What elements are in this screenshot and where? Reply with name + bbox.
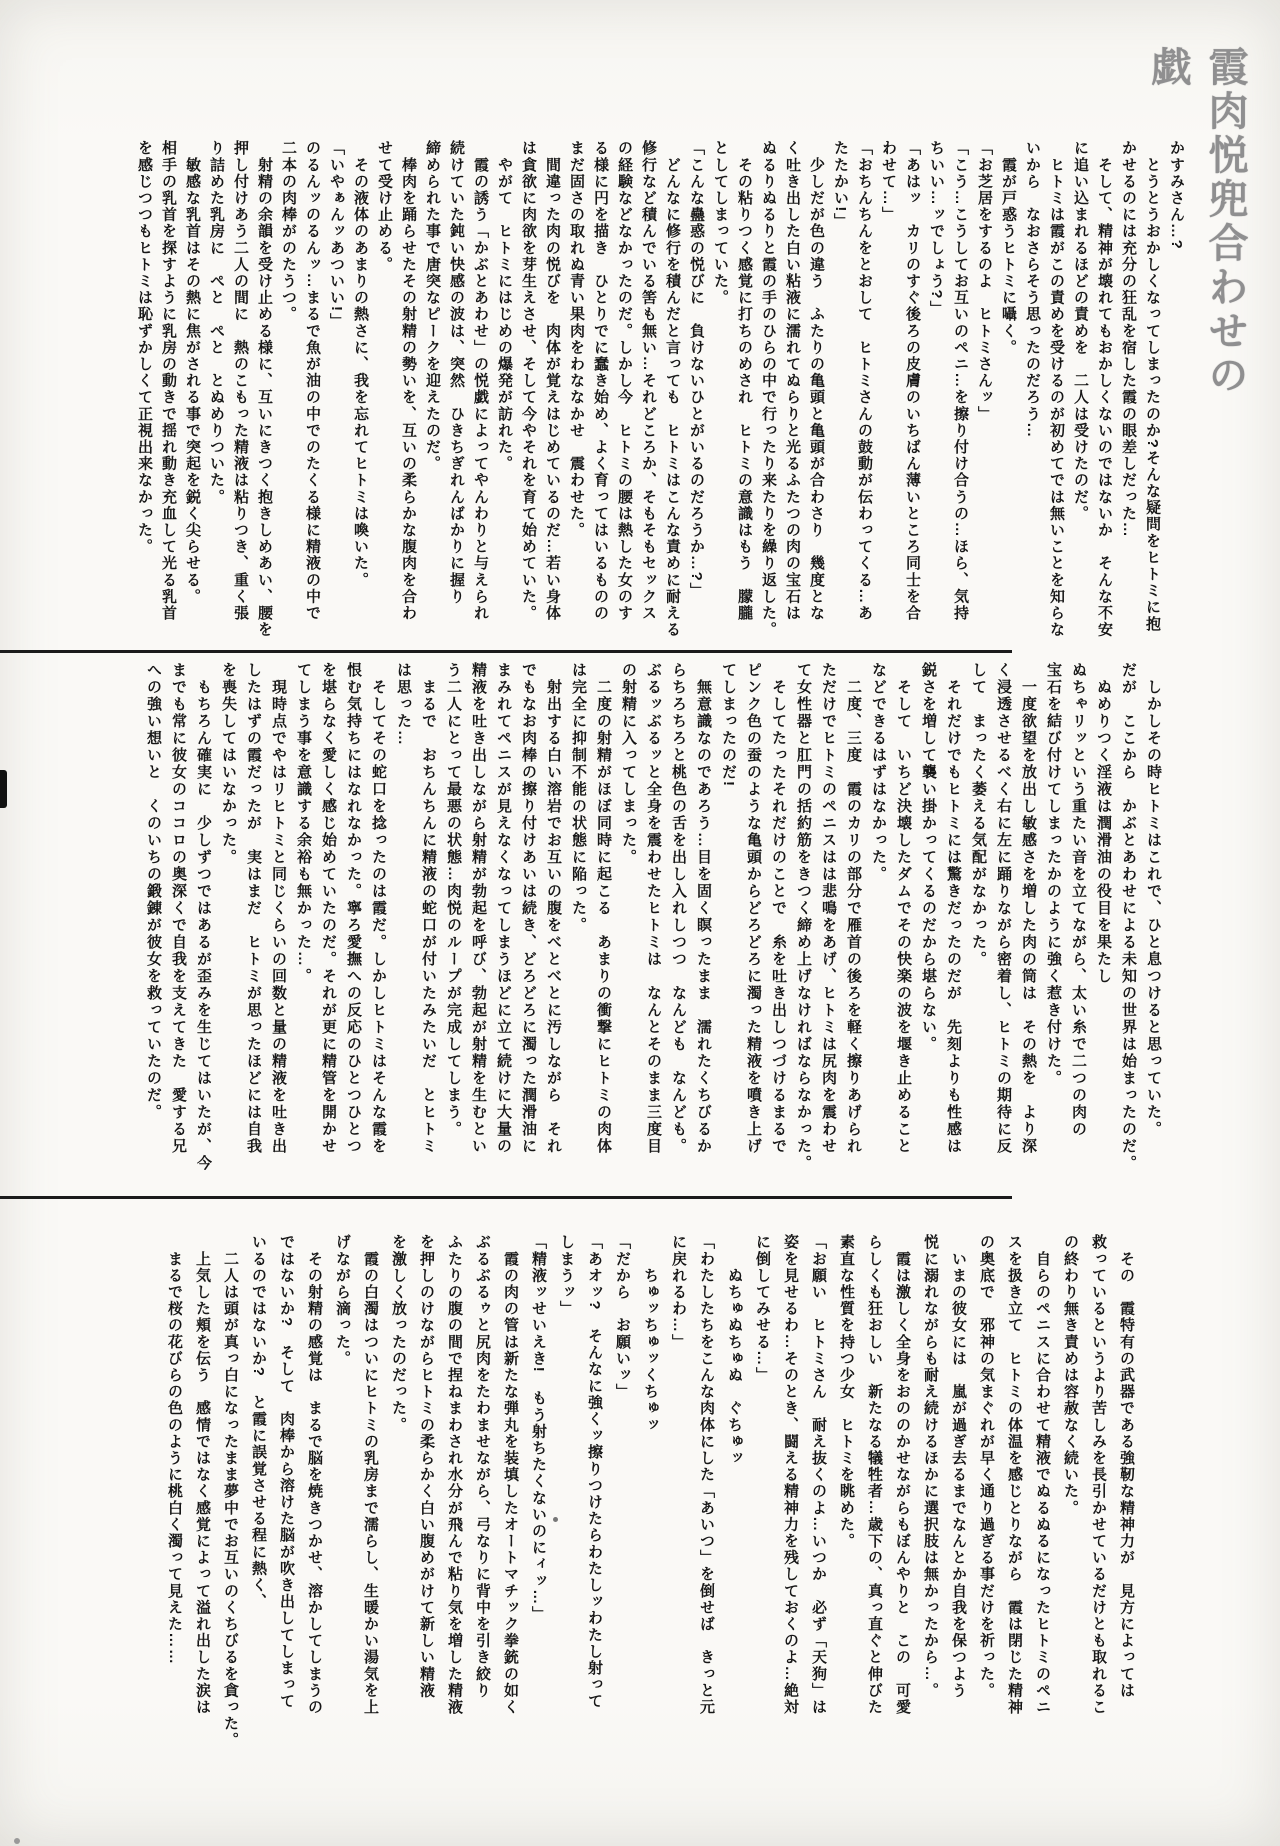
text-column: 一度欲望を放出し敏感さを増した肉の筒は その熱を より深 — [1020, 662, 1037, 1155]
text-column: う二人にとって最悪の状態…肉悦のループが完成してしまう。 — [445, 662, 462, 1138]
text-column: り詰めた乳房に ぺと ぺと とぬめりついた。 — [208, 140, 225, 506]
text-column: ピンク色の蚕のような亀頭からどろどろに濁った精液を噴き上げ — [745, 662, 762, 1155]
text-column: げながら滴った。 — [334, 1234, 351, 1367]
text-block-bottom — [160, 1234, 1140, 1749]
text-column: いから なおさらそう思ったのだろう… — [1024, 140, 1041, 439]
text-column: 続けていた鈍い快感の波は、突然 ひきちぎれんばかりに握り — [448, 140, 465, 605]
text-block-middle — [141, 662, 1166, 1190]
text-column: 「こんな蠱惑の悦びに 負けないひとがいるのだろうか…?」 — [688, 140, 705, 599]
text-column: そして、精神が壊れてもおかしくないのではないか そんな不安 — [1096, 140, 1113, 638]
text-column: 素直な性質を持つ少女 ヒトミを眺めた。 — [838, 1234, 855, 1550]
text-column: かせるのには充分の狂乱を宿した霞の眼差しだった… — [1120, 140, 1137, 539]
text-column: を感じつつもヒトミは恥ずかしくて正視出来なかった。 — [136, 140, 153, 555]
text-column: のるんッのるんッ…まるで魚が油の中でのたくる様に精液の中で — [304, 140, 321, 622]
text-column: しかしその時ヒトミはこれで、ひと息つけると思っていた。 — [1145, 662, 1162, 1138]
text-column: 相手の乳首を探すように乳房の動きで揺れ動き充血して光る乳首 — [160, 140, 177, 622]
text-column: 「いやぁんッあついい!」 — [328, 140, 345, 330]
text-column: は完全に抑制不能の状態に陥った。 — [570, 662, 587, 934]
text-column: ではないか? そして 肉棒から溶けた脳が吹き出してしまって — [278, 1234, 295, 1710]
text-column: しまうッ」 — [558, 1234, 575, 1317]
text-column: 悦に溺れながらも耐え続けるほかに選択肢は無かったから…。 — [922, 1234, 939, 1699]
text-column: まみれてペニスが見えなくなってしまうほどに立て続けに大量の — [495, 662, 512, 1155]
text-column: かすみさん…? — [1168, 140, 1185, 251]
text-column: の終わり無き責めは容赦なく続いた。 — [1062, 1234, 1079, 1517]
text-column: 上気した頬を伝う 感情ではなく感覚によって溢れ出した涙は — [194, 1234, 211, 1716]
text-column: る様に円を描き ひとりでに蠢き始め、よく育ってはいるものの — [592, 140, 609, 622]
text-column: 二本の肉棒がのたうつ。 — [280, 140, 297, 323]
text-column: その 霞特有の武器である強靭な精神力が 見方によっては — [1118, 1234, 1135, 1699]
text-column: でもなお肉棒の擦り付けあいは続き、どろどろに濁った潤滑油に — [520, 662, 537, 1155]
text-column: その射精の感覚は まるで脳を焼きつかせ、溶かしてしまうの — [306, 1234, 323, 1716]
text-column: 間違った肉の悦びを 肉体が覚えはじめているのだ…若い身体 — [544, 140, 561, 622]
text-column: て女性器と肛門の括約筋をきつく締め上げなければならなかった。 — [795, 662, 812, 1172]
text-column: 二度、三度 霞のカリの部分で雁首の後ろを軽く擦りあげられ — [845, 662, 862, 1155]
text-column: 敏感な乳首はその熱に焦がされる事で突起を鋭く尖らせる。 — [184, 140, 201, 605]
text-column: 霞が戸惑うヒトミに囁く。 — [1000, 140, 1017, 356]
text-column: 「わたしたちをこんな肉体にした「あいつ」を倒せば きっと元 — [698, 1234, 715, 1716]
text-column: そしてたったそれだけのことで 糸を吐き出しつづけるまるで — [770, 662, 787, 1155]
text-column: らちろちろと桃色の舌を出し入れしつつ なんども なんども。 — [670, 662, 687, 1155]
text-column: としてしまっていた。 — [712, 140, 729, 306]
text-column: の射精に入ってしまった。 — [620, 662, 637, 866]
text-column: 二度の射精がほぼ同時に起こる あまりの衝撃にヒトミの肉体 — [595, 662, 612, 1155]
text-column: 恨む気持ちにはなれなかった。寧ろ愛撫への反応のひとつひとつ — [345, 662, 362, 1155]
section-divider-2 — [0, 1196, 1012, 1199]
text-column: 棒肉を踊らせたその射精の勢いを、互いの柔らかな腹肉を合わ — [400, 140, 417, 622]
text-column: 「あオッ? そんなに強くッ擦りつけたらわたしッわたし射って — [586, 1234, 603, 1710]
text-column: 締められた事で唐突なピークを迎えたのだ。 — [424, 140, 441, 472]
text-column: その粘りつく感覚に打ちのめされ ヒトミの意識はもう 朦朧 — [736, 140, 753, 622]
text-column: 鋭さを増して襲い掛かってくるのだから堪らない。 — [920, 662, 937, 1053]
text-block-top — [132, 140, 1188, 646]
text-column: 霞の誘う「かぶとあわせ」の悦戯によってやんわりと与えられ — [472, 140, 489, 622]
scan-artifact-left-edge — [0, 770, 7, 808]
text-column: そして いちど決壊したダムでその快楽の波を堰き止めること — [895, 662, 912, 1155]
text-column: 自らのペニスに合わせて精液でぬるぬるになったヒトミのペニ — [1034, 1234, 1051, 1716]
text-column: ヒトミは霞がこの責めを受けるのが初めてでは無いことを知らな — [1048, 140, 1065, 638]
text-column: 「こう…こうしてお互いのペニ…を擦り付け合うの…ほら、気持 — [952, 140, 969, 622]
text-column: の奥底で 邪神の気まぐれが早く通り過ぎる事だけを祈った。 — [978, 1234, 995, 1699]
text-column: やがて ヒトミにはじめの爆発が訪れた。 — [496, 140, 513, 472]
text-column: ふたりの腹の間で捏ねまわされ水分が飛んで粘り気を増した精液 — [446, 1234, 463, 1716]
text-column: く浸透させるべく右に左に踊りながら密着し、ヒトミの期待に反 — [995, 662, 1012, 1155]
text-column: わせて…」 — [880, 140, 897, 223]
text-column: 宝石を結び付けてしまったかのように強く惹き付けた。 — [1045, 662, 1062, 1087]
text-column: までも常に彼女のココロの奥深くで自我を支えてきた 愛する兄 — [170, 662, 187, 1155]
text-column: 「お願い ヒトミさん 耐え抜くのよ…いつか 必ず「天狗」は — [810, 1234, 827, 1716]
text-column: いるのではないか? と霞に誤覚させる程に熱く、 — [250, 1234, 267, 1610]
text-column: まだ固さの取れぬ青い果肉をわななかせ 震わせた。 — [568, 140, 585, 539]
text-column: などできるはずはなかった。 — [870, 662, 887, 883]
text-column: は貪欲に肉欲を芽生えさせ、そして今やそれを育て始めていた。 — [520, 140, 537, 622]
text-column: スを扱き立て ヒトミの体温を感じとりながら 霞は閉じた精神 — [1006, 1234, 1023, 1716]
text-column: 「おちんちんをとおして ヒトミさんの鼓動が伝わってくる…あ — [856, 140, 873, 622]
text-column: に戻れるわ…」 — [670, 1234, 687, 1351]
text-column: ぬちゅぬちゅぬ ぐちゅッ — [726, 1234, 743, 1467]
text-column: 霞の白濁はついにヒトミの乳房まで濡らし、生暖かい湯気を上 — [362, 1234, 379, 1716]
page-title: 霞肉悦兜合わせの戯 — [1146, 46, 1247, 398]
text-column: どんなに修行を積んだと言っても ヒトミはこんな責めに耐える — [664, 140, 681, 638]
text-column: ちいい…ッでしょう?」 — [928, 140, 945, 317]
text-column: その液体のあまりの熱さに、我を忘れてヒトミは喚いた。 — [352, 140, 369, 589]
text-column: を堪らなく愛しく感じ始めていたのだ。それが更に精管を開かせ — [320, 662, 337, 1155]
text-column: せて受け止める。 — [376, 140, 393, 273]
text-column: して まったく萎える気配がなかった。 — [970, 662, 987, 968]
text-column: ちゅッちゅッくちゅッ — [642, 1234, 659, 1434]
text-column: に追い込まれるほどの責めを 二人は受けたのだ。 — [1072, 140, 1089, 522]
text-column: したはずの霞だったが 実はまだ ヒトミが思ったほどには自我 — [245, 662, 262, 1155]
scan-artifact-dot — [553, 1517, 558, 1522]
text-column: たたかい!」 — [832, 140, 849, 230]
text-column: てしまう事を意識する余裕も無かった…。 — [295, 662, 312, 985]
text-column: 「だから お願いッ」 — [614, 1234, 631, 1400]
text-column: ぶるッぶるッと全身を震わせたヒトミは なんとそのまま三度目 — [645, 662, 662, 1155]
text-column: に倒してみせる…」 — [754, 1234, 771, 1384]
text-column: 霞の肉の管は新たな弾丸を装填したオートマチック拳銃の如く — [502, 1234, 519, 1716]
text-column: てしまったのだ! — [720, 662, 737, 788]
text-column: を喪失してはいなかった。 — [220, 662, 237, 866]
text-column: だが ここから かぶとあわせによる未知の世界は始まったのだ。 — [1120, 662, 1137, 1172]
text-column: 少しだが色の違う ふたりの亀頭と亀頭が合わさり 幾度とな — [808, 140, 825, 622]
text-column: 修行など積んでいる筈も無い…それどころか、そもそもセックス — [640, 140, 657, 622]
text-column: を押しのけながらヒトミの柔らかく白い腹めがけて新しい精液 — [418, 1234, 435, 1699]
text-column: 現時点でやはリヒトミと同じくらいの回数と量の精液を吐き出 — [270, 662, 287, 1155]
text-column: ただけでヒトミのペニスはは悲鳴をあげ、ヒトミは尻肉を震わせ — [820, 662, 837, 1155]
text-column: そしてその蛇口を捻ったのは霞だ。しかしヒトミはそんな霞を — [370, 662, 387, 1155]
text-column: 二人は頭が真っ白になったまま夢中でお互いのくちびるを貪った。 — [222, 1234, 239, 1749]
text-column: 「お芝居をするのよ ヒトミさんッ」 — [976, 140, 993, 423]
text-column: 姿を見せるわ…そのとき、闘える精神力を残しておくのよ…絶対 — [782, 1234, 799, 1716]
text-column: 射出する白い溶岩でお互いの腹をべとべとに汚しながら それ — [545, 662, 562, 1155]
section-divider-1 — [0, 650, 1012, 653]
text-column: ぶるぶるゥと尻肉をたわませながら、弓なりに背中を引き絞り — [474, 1234, 491, 1699]
text-column: 「あはッ カリのすぐ後ろの皮膚のいちばん薄いところ同士を合 — [904, 140, 921, 622]
text-column: らしくも狂おしい 新たなる犠牲者…歳下の、真っ直ぐと伸びた — [866, 1234, 883, 1716]
text-column: 押し付けあう二人の間に 熱のこもった精液は粘りつき、重く張 — [232, 140, 249, 622]
text-column: の経験などなかったのだ。しかし今 ヒトミの腰は熱した女のす — [616, 140, 633, 622]
text-column: とうとうおかしくなってしまったのか?そんな疑問をヒトミに抱 — [1144, 140, 1161, 633]
text-column: 霞は激しく全身をおののかせながらもぼんやりと この 可愛 — [894, 1234, 911, 1716]
text-column: 射精の余韻を受け止める様に、互いにきつく抱きしめあい、腰を — [256, 140, 273, 638]
text-column: く吐き出した白い粘液に濡れてぬらりと光るふたつの肉の宝石は — [784, 140, 801, 622]
text-column: まるで おちんちんに精液の蛇口が付いたみたいだ とヒトミ — [420, 662, 437, 1155]
text-column: ぬめりつく淫液は潤滑油の役目を果たし — [1095, 662, 1112, 985]
text-column: いまの彼女には 嵐が過ぎ去るまでなんとか自我を保つよう — [950, 1234, 967, 1699]
text-column: を激しく放ったのだった。 — [390, 1234, 407, 1434]
text-column: もちろん確実に 少しずつではあるが歪みを生じてはいたが、今 — [195, 662, 212, 1172]
text-column: 無意識なのであろう…目を固く瞑ったまま 濡れたくちびるか — [695, 662, 712, 1155]
text-column: ぬるりぬるりと霞の手のひらの中で行ったり来たりを繰り返した。 — [760, 140, 777, 638]
text-column: まるで桜の花びらの色のように桃白く濁って見えた…… — [166, 1234, 183, 1666]
text-column: ぬちゃリッという重たい音を立てながら、太い糸で二つの肉の — [1070, 662, 1087, 1138]
text-column: は思った… — [395, 662, 412, 747]
text-column: 精液を吐き出しながら射精が勃起を呼び、勃起が射精を生むとい — [470, 662, 487, 1155]
text-column: 「精液ッせいえき! もう射ちたくないのにィッ…」 — [530, 1234, 547, 1623]
text-column: 救っているというより苦しみを長引かせているだけとも取れるこ — [1090, 1234, 1107, 1716]
text-column: への強い想いと くのいちの鍛錬が彼女を救っていたのだ。 — [145, 662, 162, 1121]
scan-artifact-corner-dot — [14, 1838, 20, 1844]
text-column: それだけでもヒトミには驚きだったのだが 先刻よりも性感は — [945, 662, 962, 1155]
